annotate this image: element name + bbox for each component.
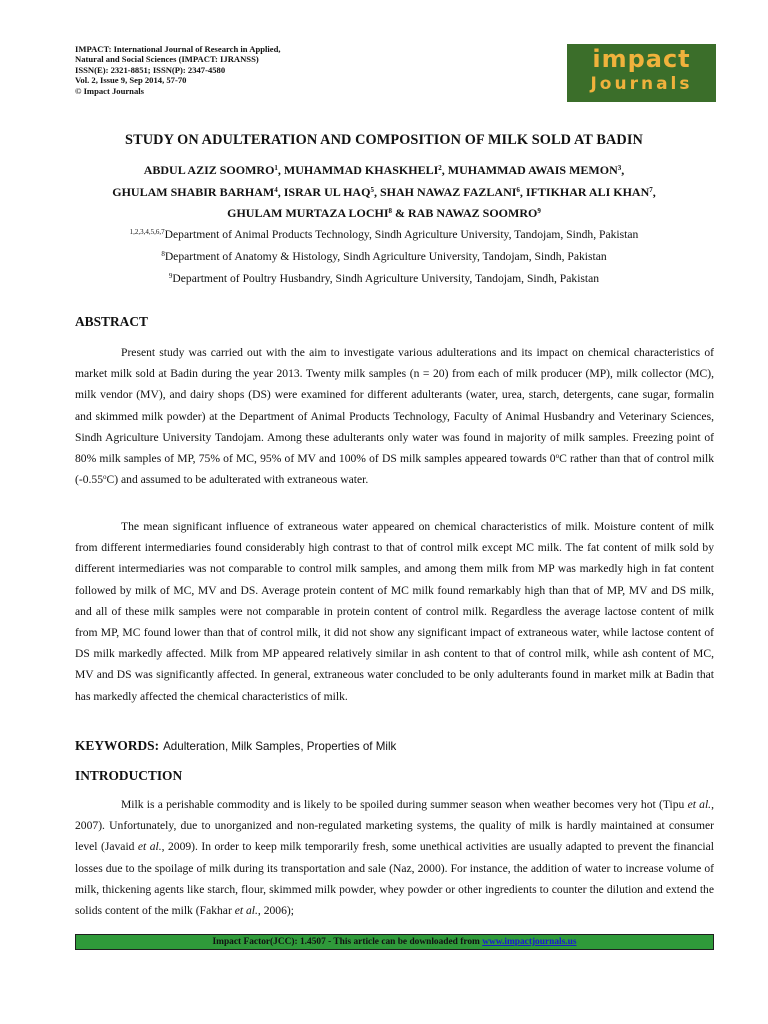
keywords [75,737,396,755]
logo-text-bottom: Journals [590,74,693,94]
author: MUHAMMAD AWAIS MEMON$^3$, [447,163,625,177]
impact-journals-logo [567,44,716,102]
logo-text-top: impact [592,45,691,73]
author: ABDUL AZIZ SOOMRO$^1$, [143,163,284,177]
abstract-paragraph-1: Present study was carried out with the aim to investigate various adulterations and its impact on chemical characteristics of market milk sold at Badin during the year 2013. Twenty milk samples (n = 20) from each of milk producer (MP), milk collector (MC), milk vendor (MV), and dairy shops (DS) were examined for different adulterants (water, urea, starch, detergents, cane sugar, formalin and skimmed milk powder) at the Department of Animal Products Technology, Faculty of Animal Husbandry and Veterinary Sciences, Sindh Agriculture University Tandojam. Among these adulterants only water was found in majority of milk samples. Freezing point of 80% milk samples of MP, 75% of MC, 95% of MV and 100% of DS milk samples appeared towards 0$^o$C rather than that of control milk (-0.55$^o$C) and assumed to be adulterated with extraneous water. [75,346,714,487]
author: MUHAMMAD KHASKHELI$^2$, [283,163,448,177]
abstract-paragraph-2: The mean significant influence of extraneous water appeared on chemical characteristics of milk. Moisture content of milk from different intermediaries found considerably high contrast to that of control milk except MC milk. The fat content of milk sold by different intermediaries was not comparable to control milk samples, and among them milk from MP was markedly high in fat content followed by milk of MC, MV and DS. Average protein content of MC milk found remarkably high than that of MP, MV and DS milk, and all of these milk samples were not comparable in protein content of control milk. Regardless the average lactose content of milk from MP, MC found lower than that of control milk, it did not show any significant impact of extraneous water, while lactose content of DS milk markedly affected. Milk from MP appeared relatively similar in ash content to that of control milk, while ash content of MC, MV and DS was significantly affected. In general, extraneous water concluded to be only adulterants found in market milk at Badin that has markedly affected the chemical characteristics of milk. [75,520,714,703]
affiliation: $^9$Department of Poultry Husbandry, Sindh Agriculture University, Tandojam, Sindh, Pakistan [168,272,600,285]
journal-name-line2: Natural and Social Sciences (IMPACT: IJRANSS) [75,54,259,65]
author: RAB NAWAZ SOOMRO$^9$ [408,206,541,220]
author-list [60,160,708,225]
author: GHULAM SHABIR BARHAM$^4$, [112,184,284,199]
introduction-paragraph: Milk is a perishable commodity and is likely to be spoiled during summer season when weather becomes very hot (Tipu et al., 2007). Unfortunately, due to unorganized and non-regulated marketing systems, the quality of milk is hardly maintained at consumer level (Javaid et al., 2009). In order to keep milk temporarily fresh, some unethical activities are usually adapted to prevent the financial losses due to the spoilage of milk during its transportation and sale (Naz, 2000). For instance, the addition of water to increase volume of milk, thickening agents like starch, flour, skimmed milk powder, whey powder or other ingredients to counter the dilution and extend the solids content of the milk (Fakhar et al., 2006); [75,798,714,918]
author: IFTIKHAR ALI KHAN$^7$, [525,184,656,199]
affiliation: $^{1,2,3,4,5,6,7}$Department of Animal Products Technology, Sindh Agriculture University, Tandojam, Sindh, Pakistan [129,228,639,241]
journal-name-line1: IMPACT: International Journal of Research in Applied, [75,44,281,54]
journal-issn: ISSN(E): 2321-8851; ISSN(P): 2347-4580 [75,64,226,75]
keywords-text: Adulteration, Milk Samples, Properties of Milk [163,740,397,753]
journal-copyright: © Impact Journals [75,85,144,96]
journal-info [75,44,375,96]
author: ISRAR UL HAQ$^5$, [283,184,380,199]
keywords-label: KEYWORDS: [75,738,160,753]
paper-title: STUDY ON ADULTERATION AND COMPOSITION OF MILK SOLD AT BADIN [125,132,643,148]
journal-link[interactable]: www.impactjournals.us [482,937,577,947]
author: SHAH NAWAZ FAZLANI$^6$, [379,184,526,199]
footer-text: Impact Factor(JCC): 1.4507 - This article can be downloaded from [212,937,483,947]
journal-volume: Vol. 2, Issue 9, Sep 2014, 57-70 [75,75,187,86]
affiliation: $^8$Department of Anatomy & Histology, Sindh Agriculture University, Tandojam, Sindh, Pakistan [161,250,607,263]
introduction-heading: INTRODUCTION [75,768,183,783]
abstract-heading: ABSTRACT [75,314,148,329]
author: GHULAM MURTAZA LOCHI$^8$ & [227,206,408,220]
footer-banner [75,934,714,950]
